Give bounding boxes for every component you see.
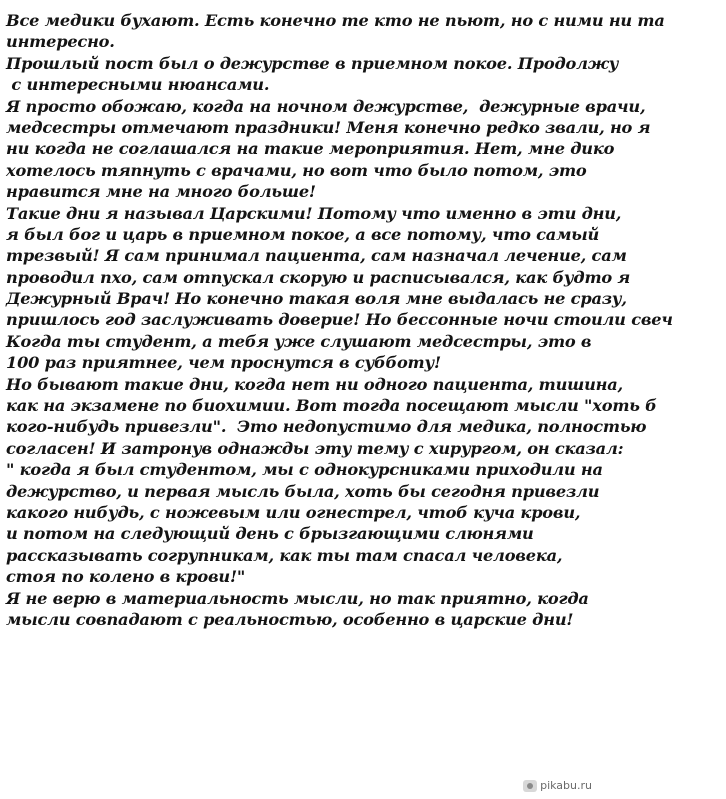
post-line: медсестры отмечают праздники! Меня конечно редко звали, но я: [6, 117, 651, 137]
post-line: Дежурный Врач! Но конечно такая воля мне выдалась не сразу,: [6, 289, 627, 309]
watermark-text: pikabu.ru: [540, 779, 592, 792]
post-line: мысли совпадают с реальностью, особенно в царские дни!: [6, 609, 574, 629]
post-line: Когда ты студент, а тебя уже слушают медсестры, это в: [6, 331, 592, 351]
post-line: стоя по колено в крови!": [6, 567, 246, 587]
post-line: ни когда не соглашался на такие мероприятия. Нет, мне дико: [6, 139, 615, 159]
post-line: Я не верю в материальность мысли, но так приятно, когда: [6, 588, 589, 608]
post-line: Я просто обожаю, когда на ночном дежурстве, дежурные врачи,: [6, 96, 646, 116]
post-line: проводил пхо, сам отпускал скорую и расписывался, как будто я: [6, 267, 631, 287]
post-line: интересно.: [6, 32, 115, 52]
pikabu-logo-icon: [523, 780, 537, 792]
post-line: как на экзамене по биохимии. Вот тогда посещают мысли "хоть б: [6, 396, 657, 416]
post-line: дежурство, и первая мысль была, хоть бы сегодня привезли: [6, 481, 600, 501]
post-line: какого нибудь, с ножевым или огнестрел, чтоб куча крови,: [6, 502, 581, 522]
post-line: нравится мне на много больше!: [6, 182, 316, 202]
post-line: согласен! И затронув однажды эту тему с хирургом, он сказал:: [6, 438, 624, 458]
post-line: Прошлый пост был о дежурстве в приемном покое. Продолжу: [6, 53, 619, 73]
post-line: рассказывать согрупникам, как ты там спасал человека,: [6, 545, 563, 565]
post-line: я был бог и царь в приемном покое, а все потому, что самый: [6, 224, 600, 244]
watermark: [523, 779, 592, 792]
post-line: Все медики бухают. Есть конечно те кто не пьют, но с ними ни та: [6, 11, 665, 30]
post-line: трезвый! Я сам принимал пациента, сам назначал лечение, сам: [6, 246, 627, 266]
post-line: и потом на следующий день с брызгающими слюнями: [6, 524, 534, 544]
post-line: Но бывают такие дни, когда нет ни одного пациента, тишина,: [6, 374, 623, 394]
post-line: кого-нибудь привезли". Это недопустимо для медика, полностью: [6, 417, 647, 437]
post-text: [6, 10, 726, 630]
post-line: с интересными нюансами.: [6, 75, 270, 95]
post-line: хотелось тяпнуть с врачами, но вот что было потом, это: [6, 160, 587, 180]
post-line: " когда я был студентом, мы с однокурсниками приходили на: [6, 460, 603, 480]
post-line: Такие дни я называл Царскими! Потому что именно в эти дни,: [6, 203, 622, 223]
post-line: 100 раз приятнее, чем проснутся в субботу!: [6, 353, 441, 373]
post-line: пришлось год заслуживать доверие! Но бессонные ночи стоили свеч: [6, 310, 673, 330]
